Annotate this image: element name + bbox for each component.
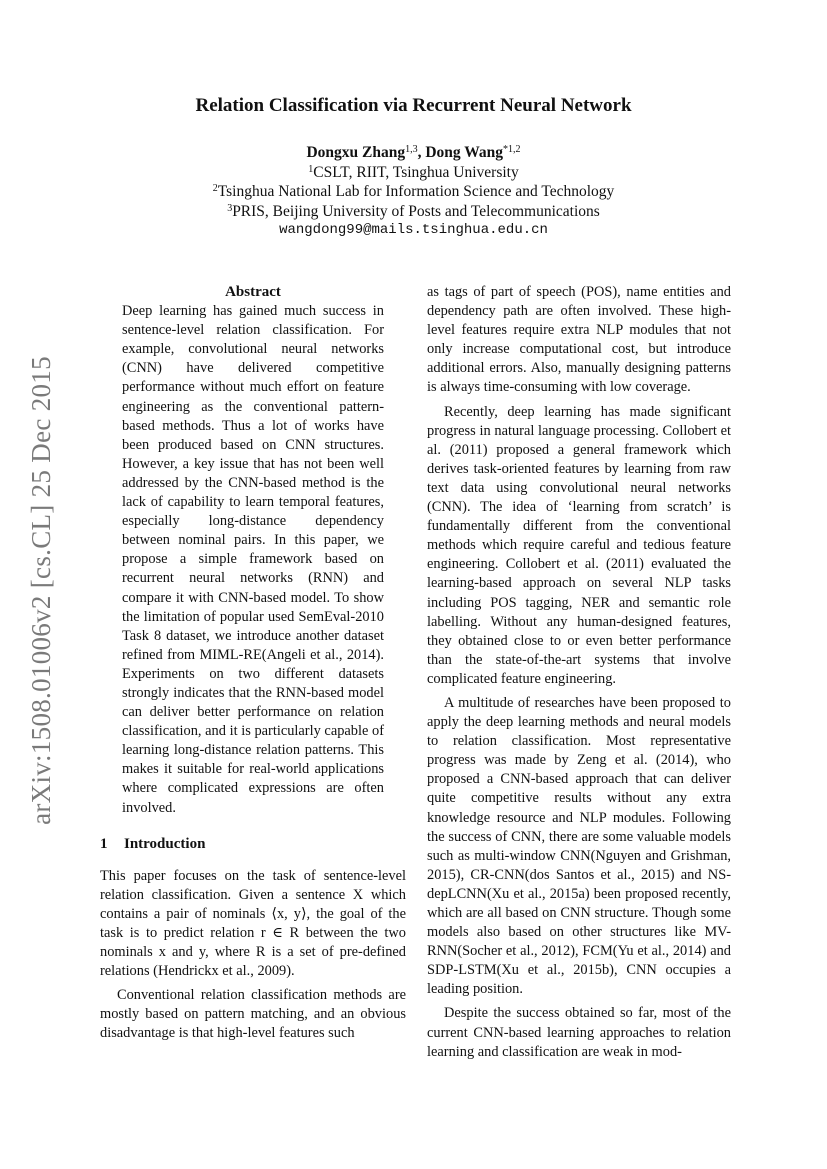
section-number: 1: [100, 835, 108, 852]
author-block: [0, 143, 827, 241]
right-paragraph-3: Despite the success obtained so far, most of the current CNN-based learning approaches to relation learning and classification are weak in mod-: [427, 1005, 731, 1060]
author-2-sup: *1,2: [503, 144, 521, 155]
abstract-heading: Abstract: [225, 284, 281, 300]
arxiv-stamp: [21, 340, 61, 840]
affiliation-1: [0, 163, 827, 183]
author-email: wangdong99@mails.tsinghua.edu.cn: [279, 222, 548, 238]
paper-title: Relation Classification via Recurrent Neural Network: [195, 95, 632, 116]
author-1: Dongxu Zhang: [306, 144, 406, 161]
section-heading-introduction: [100, 835, 406, 854]
affiliation-3-text: PRIS, Beijing University of Posts and Telecommunications: [232, 202, 600, 220]
section-title: Introduction: [124, 835, 206, 852]
abstract-text: Deep learning has gained much success in sentence-level relation classification. For example, convolutional neural networks (CNN) have delivered competitive performance without much effort on feature engineering as the conventional pattern-based methods. Thus a lot of works have been produced based on CNN structures. However, a key issue that has not been well addressed by the CNN-based method is the lack of capability to learn temporal features, especially long-distance dependency between nominal pairs. In this paper, we propose a simple framework based on recurrent neural networks (RNN) and compare it with CNN-based model. To show the limitation of popular used SemEval-2010 Task 8 dataset, we introduce another dataset refined from MIML-RE(Angeli et al., 2014). Experiments on two different datasets strongly indicates that the RNN-based model can deliver better performance on relation classification, and it is particularly capable of learning long-distance relation patterns. This makes it suitable for real-world applications where complicated expressions are often involved.: [122, 303, 384, 816]
intro-paragraph-2: Conventional relation classification methods are mostly based on pattern matching, and an obvious disadvantage is that high-level features such: [100, 987, 406, 1042]
arxiv-stamp-text: arXiv:1508.01006v2 [cs.CL] 25 Dec 2015: [25, 355, 56, 825]
right-paragraph-1: Recently, deep learning has made significant progress in natural language processing. Collobert et al. (2011) proposed a general framework which derives task-oriented features by learning from raw text data using convolutional neural networks (CNN). The idea of ‘learning from scratch’ is fundamentally different from the conventional methods which require careful and tedious feature engineering. Collobert et al. (2011) evaluated the learning-based approach on several NLP tasks including POS tagging, NER and semantic role labelling. Without any human-designed features, they obtained close to or even better performance than the state-of-the-art systems that involve complicated feature engineering.: [427, 403, 731, 687]
right-column: [427, 283, 731, 1062]
author-1-sup: 1,3: [405, 144, 418, 155]
author-separator: ,: [417, 144, 426, 161]
author-2: Dong Wang: [425, 144, 504, 161]
intro-paragraph-1: This paper focuses on the task of sentence-level relation classification. Given a sentence X which contains a pair of nominals ⟨x, y⟩, the goal of the task is to predict relation r ∈ R between the two nominals x and y, where R is a set of pre-defined relations (Hendrickx et al., 2009).: [100, 867, 406, 980]
affiliation-1-sup: 1: [308, 163, 314, 175]
affiliation-2-text: Tsinghua National Lab for Information Science and Technology: [217, 183, 615, 200]
right-paragraph-2: A multitude of researches have been proposed to apply the deep learning methods and neural models to relation classification. Most representative progress was made by Zeng et al. (2014), who proposed a CNN-based approach that can deliver quite competitive results without any extra knowledge resource and NLP modules. Following the success of CNN, there are some valuable models such as multi-window CNN(Nguyen and Grishman, 2015), CR-CNN(dos Santos et al., 2015) and NS-depLCNN(Xu et al., 2015a) been proposed recently, which are all based on CNN structure. Though some models also based on other structures like MV-RNN(Socher et al., 2012), FCM(Yu et al., 2014) and SDP-LSTM(Xu et al., 2015b), CNN occupies a leading position.: [427, 694, 731, 998]
author-names: [0, 143, 827, 163]
affiliation-2-sup: 2: [212, 183, 218, 194]
affiliation-3-sup: 3: [227, 202, 233, 214]
left-column: [100, 283, 406, 1044]
affiliation-1-text: CSLT, RIIT, Tsinghua University: [313, 163, 519, 181]
affiliation-2: [0, 182, 827, 202]
right-paragraph-0: as tags of part of speech (POS), name entities and dependency path are often involved. These high-level features require extra NLP modules that not only increase computational cost, but introduce additional errors. Also, manually designing patterns is always time-consuming with low coverage.: [427, 284, 731, 396]
affiliation-3: [0, 202, 827, 222]
